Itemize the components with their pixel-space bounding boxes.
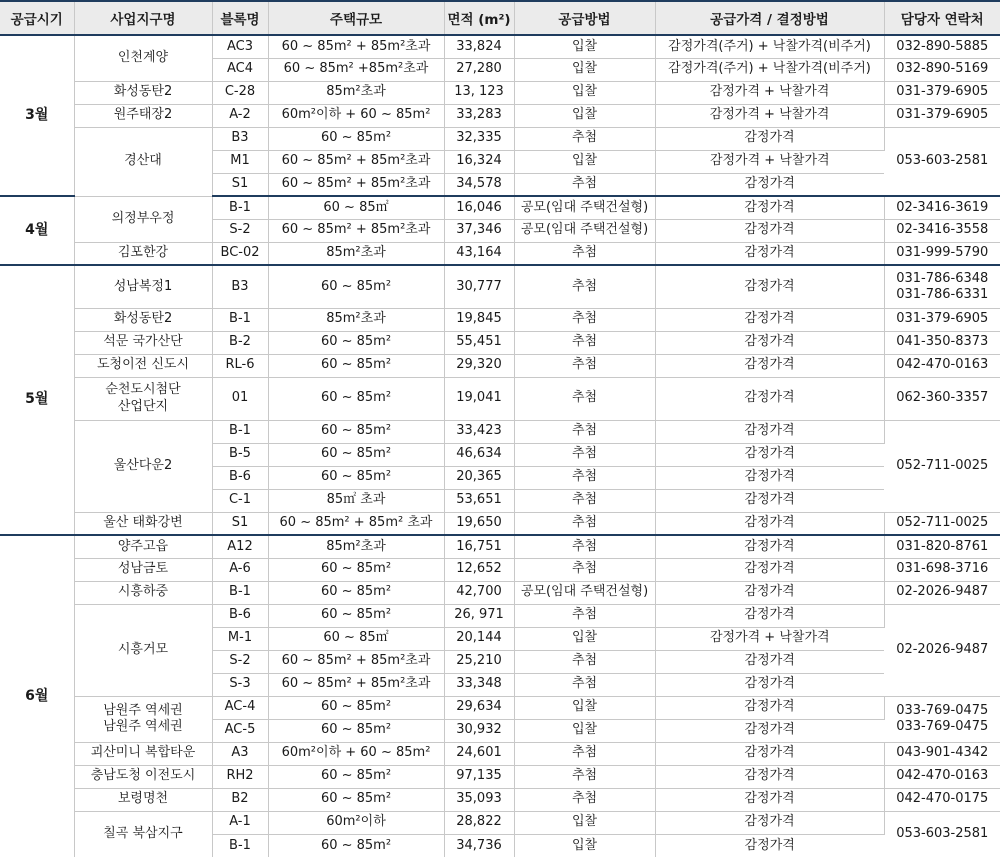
district-cell: 울산 태화강변 (74, 512, 212, 535)
district-cell: 시흥거모 (74, 604, 212, 696)
contact-line: 033-769-0475 (896, 719, 989, 734)
area-cell: 42,700 (444, 581, 514, 604)
block-cell: AC-5 (212, 719, 268, 742)
area-cell: 35,093 (444, 788, 514, 811)
area-cell: 20,144 (444, 627, 514, 650)
header-block: 블록명 (212, 1, 268, 35)
contact-cell: 031-379-6905 (884, 104, 1000, 127)
block-cell: B-1 (212, 834, 268, 857)
area-cell: 97,135 (444, 765, 514, 788)
block-cell: S1 (212, 173, 268, 196)
area-cell: 12,652 (444, 558, 514, 581)
contact-cell: 032-890-5169 (884, 58, 1000, 81)
size-cell: 60 ~ 85m² (268, 127, 444, 150)
size-cell: 60 ~ 85m² + 85m²초과 (268, 673, 444, 696)
table-row (0, 788, 1000, 811)
area-cell: 26, 971 (444, 604, 514, 627)
price-cell: 감정가격 (655, 443, 884, 466)
district-cell: 시흥하중 (74, 581, 212, 604)
block-cell: B-1 (212, 581, 268, 604)
district-cell: 인천계양 (74, 35, 212, 81)
price-cell: 감정가격 (655, 420, 884, 443)
block-cell: RH2 (212, 765, 268, 788)
size-cell: 85m²초과 (268, 242, 444, 265)
price-cell: 감정가격 (655, 196, 884, 219)
table-row (0, 242, 1000, 265)
contact-cell: 052-711-0025 (884, 512, 1000, 535)
price-cell: 감정가격 (655, 673, 884, 696)
method-cell: 추첨 (514, 420, 655, 443)
district-cell: 성남복정1 (74, 265, 212, 308)
table-row (0, 377, 1000, 420)
district-cell: 괴산미니 복합타운 (74, 742, 212, 765)
method-cell: 추첨 (514, 742, 655, 765)
block-cell: M1 (212, 150, 268, 173)
block-cell: S-2 (212, 650, 268, 673)
method-cell: 입찰 (514, 150, 655, 173)
district-cell: 의정부우정 (74, 196, 212, 242)
area-cell: 29,634 (444, 696, 514, 719)
method-cell: 공모(임대 주택건설형) (514, 219, 655, 242)
contact-line: 033-769-0475 (896, 702, 989, 718)
area-cell: 19,041 (444, 377, 514, 420)
method-cell: 추첨 (514, 308, 655, 331)
table-row (0, 196, 1000, 219)
district-line: 남원주 역세권 (103, 702, 183, 718)
method-cell: 추첨 (514, 127, 655, 150)
method-cell: 입찰 (514, 627, 655, 650)
district-cell: 화성동탄2 (74, 308, 212, 331)
price-cell: 감정가격 (655, 377, 884, 420)
price-cell: 감정가격 + 낙찰가격 (655, 150, 884, 173)
price-cell: 감정가격 (655, 558, 884, 581)
block-cell: A-2 (212, 104, 268, 127)
size-cell: 60 ~ 85m² + 85m²초과 (268, 650, 444, 673)
block-cell: A12 (212, 535, 268, 558)
district-cell: 양주고읍 (74, 535, 212, 558)
contact-cell: 031-379-6905 (884, 81, 1000, 104)
price-cell: 감정가격 (655, 354, 884, 377)
block-cell: B-1 (212, 420, 268, 443)
district-cell (74, 696, 212, 742)
method-cell: 입찰 (514, 35, 655, 58)
area-cell: 19,845 (444, 308, 514, 331)
contact-line: 031-786-6331 (896, 286, 989, 302)
header-row (0, 1, 1000, 35)
table-row (0, 558, 1000, 581)
header-price-method: 공급가격 / 결정방법 (655, 1, 884, 35)
block-cell: B-1 (212, 308, 268, 331)
contact-cell: 031-820-8761 (884, 535, 1000, 558)
contact-cell: 052-711-0025 (884, 420, 1000, 512)
table-row (0, 354, 1000, 377)
method-cell: 추첨 (514, 765, 655, 788)
area-cell: 13, 123 (444, 81, 514, 104)
price-cell: 감정가격 (655, 650, 884, 673)
area-cell: 37,346 (444, 219, 514, 242)
district-line: 순천도시첨단 (105, 382, 181, 398)
table-row (0, 742, 1000, 765)
block-cell: S1 (212, 512, 268, 535)
table-row (0, 512, 1000, 535)
price-cell: 감정가격 (655, 242, 884, 265)
method-cell: 추첨 (514, 443, 655, 466)
price-cell: 감정가격(주거) + 낙찰가격(비주거) (655, 35, 884, 58)
area-cell: 32,335 (444, 127, 514, 150)
block-cell: A-1 (212, 811, 268, 834)
price-cell: 감정가격 (655, 308, 884, 331)
block-cell: B2 (212, 788, 268, 811)
size-cell: 85m²초과 (268, 81, 444, 104)
table-row (0, 127, 1000, 150)
size-cell: 60 ~ 85m² (268, 265, 444, 308)
area-cell: 16,324 (444, 150, 514, 173)
district-cell (74, 377, 212, 420)
size-cell: 60 ~ 85m² (268, 581, 444, 604)
area-cell: 34,578 (444, 173, 514, 196)
contact-cell: 062-360-3357 (884, 377, 1000, 420)
method-cell: 입찰 (514, 811, 655, 834)
area-cell: 33,348 (444, 673, 514, 696)
size-cell: 60 ~ 85m² + 85m²초과 (268, 150, 444, 173)
size-cell: 60 ~ 85m² (268, 466, 444, 489)
contact-line: 031-786-6348 (896, 270, 989, 286)
size-cell: 60 ~ 85m² + 85m² 초과 (268, 512, 444, 535)
block-cell: A-6 (212, 558, 268, 581)
month-cell: 5월 (0, 265, 74, 535)
price-cell: 감정가격 (655, 742, 884, 765)
method-cell: 입찰 (514, 719, 655, 742)
method-cell: 추첨 (514, 673, 655, 696)
area-cell: 46,634 (444, 443, 514, 466)
block-cell: 01 (212, 377, 268, 420)
district-cell: 성남금토 (74, 558, 212, 581)
area-cell: 55,451 (444, 331, 514, 354)
header-contact: 담당자 연락처 (884, 1, 1000, 35)
method-cell: 추첨 (514, 242, 655, 265)
area-cell: 43,164 (444, 242, 514, 265)
size-cell: 60 ~ 85㎡ (268, 627, 444, 650)
size-cell: 60 ~ 85m² + 85m²초과 (268, 219, 444, 242)
block-cell: AC4 (212, 58, 268, 81)
contact-cell (884, 265, 1000, 308)
method-cell: 추첨 (514, 512, 655, 535)
area-cell: 53,651 (444, 489, 514, 512)
size-cell: 60 ~ 85m² (268, 420, 444, 443)
contact-cell: 02-3416-3558 (884, 219, 1000, 242)
table-row (0, 604, 1000, 627)
size-cell: 60 ~ 85m² +85m²초과 (268, 58, 444, 81)
size-cell: 60 ~ 85m² (268, 788, 444, 811)
block-cell: S-3 (212, 673, 268, 696)
size-cell: 60m²이하 (268, 811, 444, 834)
area-cell: 25,210 (444, 650, 514, 673)
price-cell: 감정가격 (655, 765, 884, 788)
size-cell: 60m²이하 + 60 ~ 85m² (268, 742, 444, 765)
area-cell: 16,751 (444, 535, 514, 558)
price-cell: 감정가격 (655, 331, 884, 354)
contact-cell: 031-999-5790 (884, 242, 1000, 265)
method-cell: 입찰 (514, 696, 655, 719)
district-cell: 석문 국가산단 (74, 331, 212, 354)
block-cell: S-2 (212, 219, 268, 242)
district-cell: 칠곡 북삼지구 (74, 811, 212, 857)
price-cell: 감정가격 + 낙찰가격 (655, 104, 884, 127)
district-cell: 도청이전 신도시 (74, 354, 212, 377)
size-cell: 85m²초과 (268, 308, 444, 331)
method-cell: 추첨 (514, 650, 655, 673)
contact-cell: 031-698-3716 (884, 558, 1000, 581)
district-line: 산업단지 (117, 398, 169, 414)
contact-cell: 02-3416-3619 (884, 196, 1000, 219)
area-cell: 33,423 (444, 420, 514, 443)
block-cell: A3 (212, 742, 268, 765)
area-cell: 20,365 (444, 466, 514, 489)
size-cell: 60 ~ 85m² (268, 558, 444, 581)
size-cell: 60 ~ 85m² (268, 354, 444, 377)
area-cell: 30,777 (444, 265, 514, 308)
district-cell: 원주태장2 (74, 104, 212, 127)
block-cell: B3 (212, 265, 268, 308)
district-cell: 보령명천 (74, 788, 212, 811)
contact-cell: 042-470-0163 (884, 765, 1000, 788)
area-cell: 27,280 (444, 58, 514, 81)
table-row (0, 81, 1000, 104)
block-cell: C-1 (212, 489, 268, 512)
contact-cell: 02-2026-9487 (884, 604, 1000, 696)
header-supply-method: 공급방법 (514, 1, 655, 35)
price-cell: 감정가격 (655, 535, 884, 558)
method-cell: 공모(임대 주택건설형) (514, 581, 655, 604)
block-cell: AC3 (212, 35, 268, 58)
size-cell: 85m²초과 (268, 535, 444, 558)
area-cell: 16,046 (444, 196, 514, 219)
price-cell: 감정가격 (655, 512, 884, 535)
area-cell: 28,822 (444, 811, 514, 834)
block-cell: B-5 (212, 443, 268, 466)
table-row (0, 811, 1000, 834)
month-cell: 6월 (0, 535, 74, 857)
area-cell: 29,320 (444, 354, 514, 377)
price-cell: 감정가격 (655, 604, 884, 627)
contact-cell: 032-890-5885 (884, 35, 1000, 58)
method-cell: 추첨 (514, 535, 655, 558)
area-cell: 24,601 (444, 742, 514, 765)
table-row (0, 535, 1000, 558)
block-cell: B-6 (212, 466, 268, 489)
price-cell: 감정가격 (655, 265, 884, 308)
price-cell: 감정가격 (655, 127, 884, 150)
method-cell: 공모(임대 주택건설형) (514, 196, 655, 219)
method-cell: 추첨 (514, 489, 655, 512)
size-cell: 60 ~ 85m² (268, 719, 444, 742)
contact-cell: 053-603-2581 (896, 826, 989, 842)
month-cell: 3월 (0, 35, 74, 196)
area-cell: 34,736 (444, 834, 514, 857)
contact-cell (884, 696, 1000, 742)
table-row (0, 265, 1000, 308)
table-row (0, 581, 1000, 604)
size-cell: 60 ~ 85㎡ (268, 196, 444, 219)
district-cell: 경산대 (74, 127, 212, 196)
size-cell: 85㎡ 초과 (268, 489, 444, 512)
price-cell: 감정가격 (655, 466, 884, 489)
method-cell: 입찰 (514, 58, 655, 81)
size-cell: 60m²이하 + 60 ~ 85m² (268, 104, 444, 127)
district-cell: 화성동탄2 (74, 81, 212, 104)
size-cell: 60 ~ 85m² (268, 331, 444, 354)
method-cell: 추첨 (514, 466, 655, 489)
table-row (0, 696, 1000, 719)
method-cell: 추첨 (514, 604, 655, 627)
table-row (0, 420, 1000, 443)
block-cell: B-2 (212, 331, 268, 354)
header-supply-period: 공급시기 (0, 1, 74, 35)
area-cell: 19,650 (444, 512, 514, 535)
price-cell: 감정가격 (655, 219, 884, 242)
price-cell: 감정가격 (655, 696, 884, 719)
block-cell: B-1 (212, 196, 268, 219)
area-cell: 33,824 (444, 35, 514, 58)
table-row (0, 765, 1000, 788)
method-cell: 추첨 (514, 265, 655, 308)
method-cell: 추첨 (514, 173, 655, 196)
header-housing-size: 주택규모 (268, 1, 444, 35)
size-cell: 60 ~ 85m² (268, 696, 444, 719)
contact-cell: 031-379-6905 (884, 308, 1000, 331)
contact-cell: 042-470-0175 (884, 788, 1000, 811)
method-cell: 추첨 (514, 558, 655, 581)
size-cell: 60 ~ 85m² (268, 604, 444, 627)
price-cell: 감정가격 (655, 811, 884, 834)
price-cell: 감정가격(주거) + 낙찰가격(비주거) (655, 58, 884, 81)
size-cell: 60 ~ 85m² + 85m²초과 (268, 173, 444, 196)
price-cell: 감정가격 (655, 173, 884, 196)
district-line: 남원주 역세권 (103, 719, 183, 734)
contact-cell: 042-470-0163 (884, 354, 1000, 377)
price-cell: 감정가격 (655, 489, 884, 512)
block-cell: M-1 (212, 627, 268, 650)
table-row (0, 35, 1000, 58)
header-district: 사업지구명 (74, 1, 212, 35)
size-cell: 60 ~ 85m² + 85m²초과 (268, 35, 444, 58)
district-cell: 김포한강 (74, 242, 212, 265)
method-cell: 추첨 (514, 788, 655, 811)
table-row (0, 331, 1000, 354)
size-cell: 60 ~ 85m² (268, 765, 444, 788)
district-cell: 충남도청 이전도시 (74, 765, 212, 788)
method-cell: 추첨 (514, 377, 655, 420)
price-cell: 감정가격 + 낙찰가격 (655, 81, 884, 104)
block-cell: BC-02 (212, 242, 268, 265)
method-cell: 추첨 (514, 331, 655, 354)
method-cell: 입찰 (514, 834, 655, 857)
method-cell: 입찰 (514, 104, 655, 127)
table-row (0, 104, 1000, 127)
contact-cell: 02-2026-9487 (884, 581, 1000, 604)
size-cell: 60 ~ 85m² (268, 443, 444, 466)
block-cell: C-28 (212, 81, 268, 104)
district-cell: 울산다운2 (74, 420, 212, 512)
block-cell: B3 (212, 127, 268, 150)
size-cell: 60 ~ 85m² (268, 377, 444, 420)
area-cell: 33,283 (444, 104, 514, 127)
block-cell: B-6 (212, 604, 268, 627)
price-cell: 감정가격 + 낙찰가격 (655, 627, 884, 650)
contact-cell: 043-901-4342 (884, 742, 1000, 765)
contact-cell: 053-603-2581 (884, 127, 1000, 196)
price-cell: 감정가격 (655, 719, 884, 742)
price-cell: 감정가격 (655, 788, 884, 811)
price-cell: 감정가격 (744, 837, 795, 853)
method-cell: 추첨 (514, 354, 655, 377)
block-cell: AC-4 (212, 696, 268, 719)
method-cell: 입찰 (514, 81, 655, 104)
area-cell: 30,932 (444, 719, 514, 742)
table-row (0, 308, 1000, 331)
contact-cell: 041-350-8373 (884, 331, 1000, 354)
header-area: 면적 (m²) (444, 1, 514, 35)
price-cell: 감정가격 (655, 581, 884, 604)
month-cell: 4월 (0, 196, 74, 265)
block-cell: RL-6 (212, 354, 268, 377)
size-cell: 60 ~ 85m² (268, 834, 444, 857)
